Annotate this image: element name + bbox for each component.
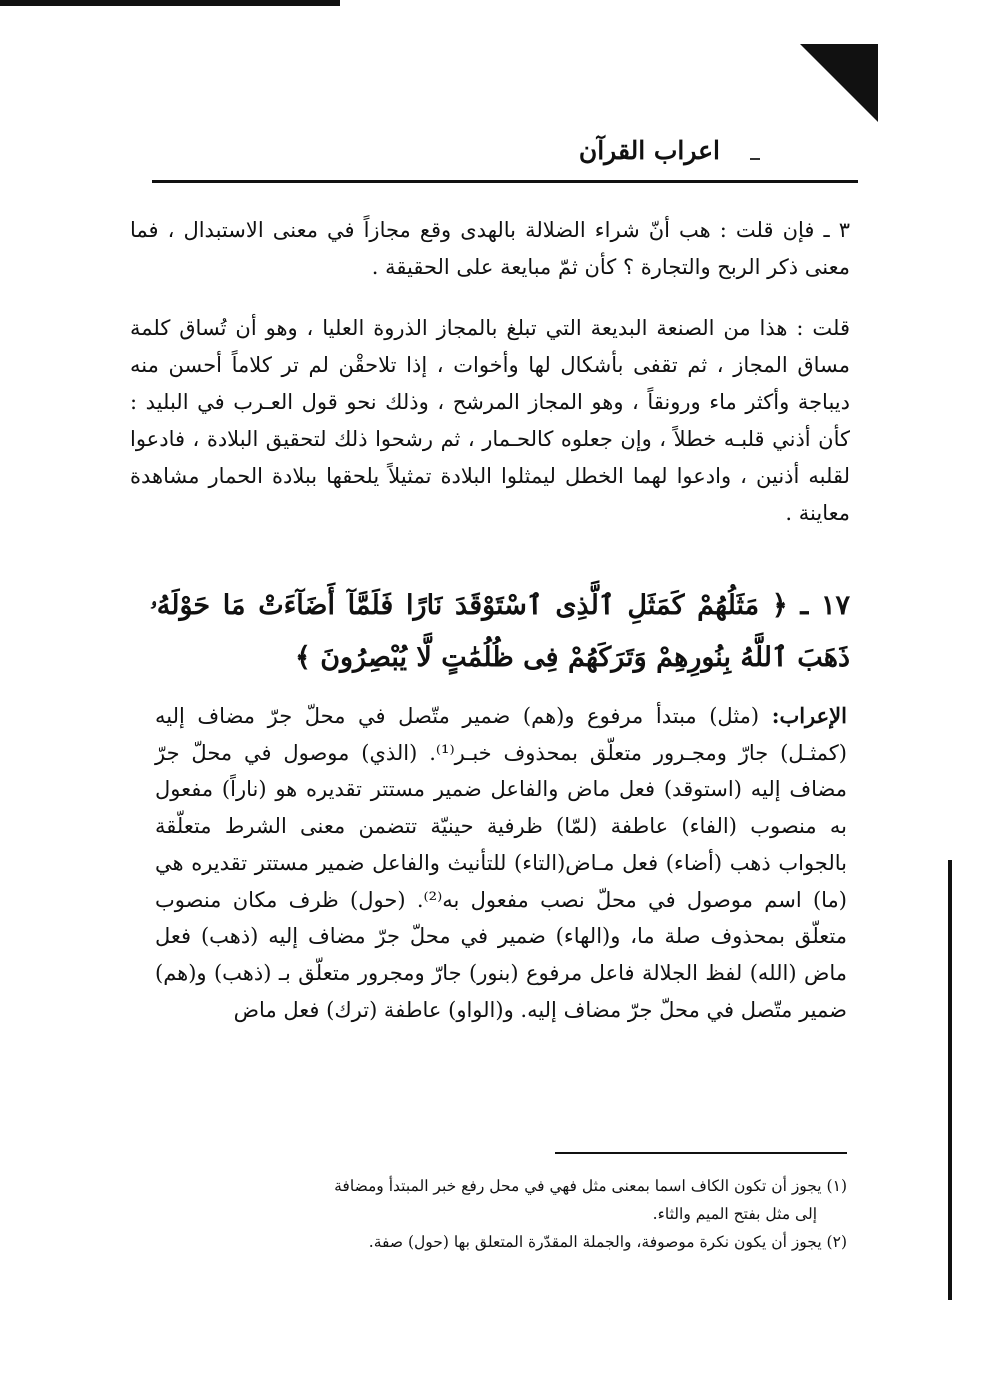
footnote-2: (٢) يجوز أن يكون نكرة موصوفة، والجملة المقدّرة المتعلق بها (حول) صفة. — [368, 1233, 847, 1251]
footnote-1-line-1: (١) يجوز أن تكون الكاف اسما بمعنى مثل فهي في محل رفع خبر المبتدأ ومضافة — [334, 1177, 847, 1195]
scan-edge-right — [948, 860, 952, 1300]
header-tick-mark — [750, 158, 760, 160]
irab-paragraph — [155, 698, 847, 1028]
scan-edge-top — [0, 0, 340, 6]
footnote-1-line-2: إلى مثل بفتح الميم والثاء. — [652, 1205, 817, 1223]
irab-text: (مثل) مبتدأ مرفوع و(هم) ضمير متّصل في محلّ جرّ مضاف إليه (كمثـل) جارّ ومجـرور متعلّق بمحذوف خبـر⁽¹⁾. (الذي) موصول في محلّ جرّ مضاف إليه (استوقد) فعل ماض والفاعل ضمير مستتر تقديره هو (ناراً) مفعول به منصوب (الفاء) عاطفة (لمّا) ظرفية حينيّة تتضمن معنى الشرط متعلّقة بالجواب ذهب (أضاء) فعل مـاض(التاء) للتأنيث والفاعل ضمير مستتر تقديره هي (ما) اسم موصول في محلّ نصب مفعول به⁽²⁾. (حول) ظرف مكان منصوب متعلّق بمحذوف صلة ما، و(الهاء) ضمير في محلّ جرّ مضاف إليه (ذهب) فعل ماض (الله) لفظ الجلالة فاعل مرفوع (بنور) جارّ ومجرور متعلّق بـ (ذهب) و(هم) ضمير متّصل في محلّ جرّ مضاف إليه. و(الواو) عاطفة (ترك) فعل ماض — [155, 704, 847, 1022]
footnotes — [162, 1172, 847, 1256]
irab-label: الإعراب: — [771, 703, 847, 728]
page-title: اعراب القرآن — [578, 136, 720, 165]
paragraph-question: ٣ ـ فإن قلت : هب أنّ شراء الضلالة بالهدى وقع مجازاً في معنى الاستبدال ، فما معنى ذكر الربح والتجارة ؟ كأن ثمّ مبايعة على الحقيقة . — [130, 218, 850, 279]
corner-triangle-mark — [800, 44, 878, 122]
quran-verse: ١٧ ـ ﴿ مَثَلُهُمْ كَمَثَلِ ٱلَّذِى ٱسْتَوْقَدَ نَارًا فَلَمَّآ أَضَآءَتْ مَا حَوْلَهُۥ ذَهَبَ ٱللَّهُ بِنُورِهِمْ وَتَرَكَهُمْ فِى ظُلُمَٰتٍ لَّا يُبْصِرُونَ ﴾ — [150, 590, 850, 673]
paragraph-answer: قلت : هذا من الصنعة البديعة التي تبلغ بالمجاز الذروة العليا ، وهو أن تُساق كلمة مساق المجاز ، ثم تقفى بأشكال لها وأخوات ، إذا تلاحقْن لم تر كلاماً أحسن منه ديباجة وأكثر ماء ورونقاً ، وهو المجاز المرشح ، وذلك نحو قول العـرب في البليد : كأن أذني قلبـه خطلاً ، وإن جعلوه كالحـمار ، ثم رشحوا ذلك لتحقيق البلادة ، فادعوا لقلبه أذنين ، وادعوا لهما الخطل ليمثلوا البلادة تمثيلاً يلحقها ببلادة الحمار مشاهدة معاينة . — [130, 316, 850, 525]
header-rule — [152, 180, 858, 183]
footnote-rule — [555, 1152, 847, 1154]
page-header — [150, 128, 860, 178]
